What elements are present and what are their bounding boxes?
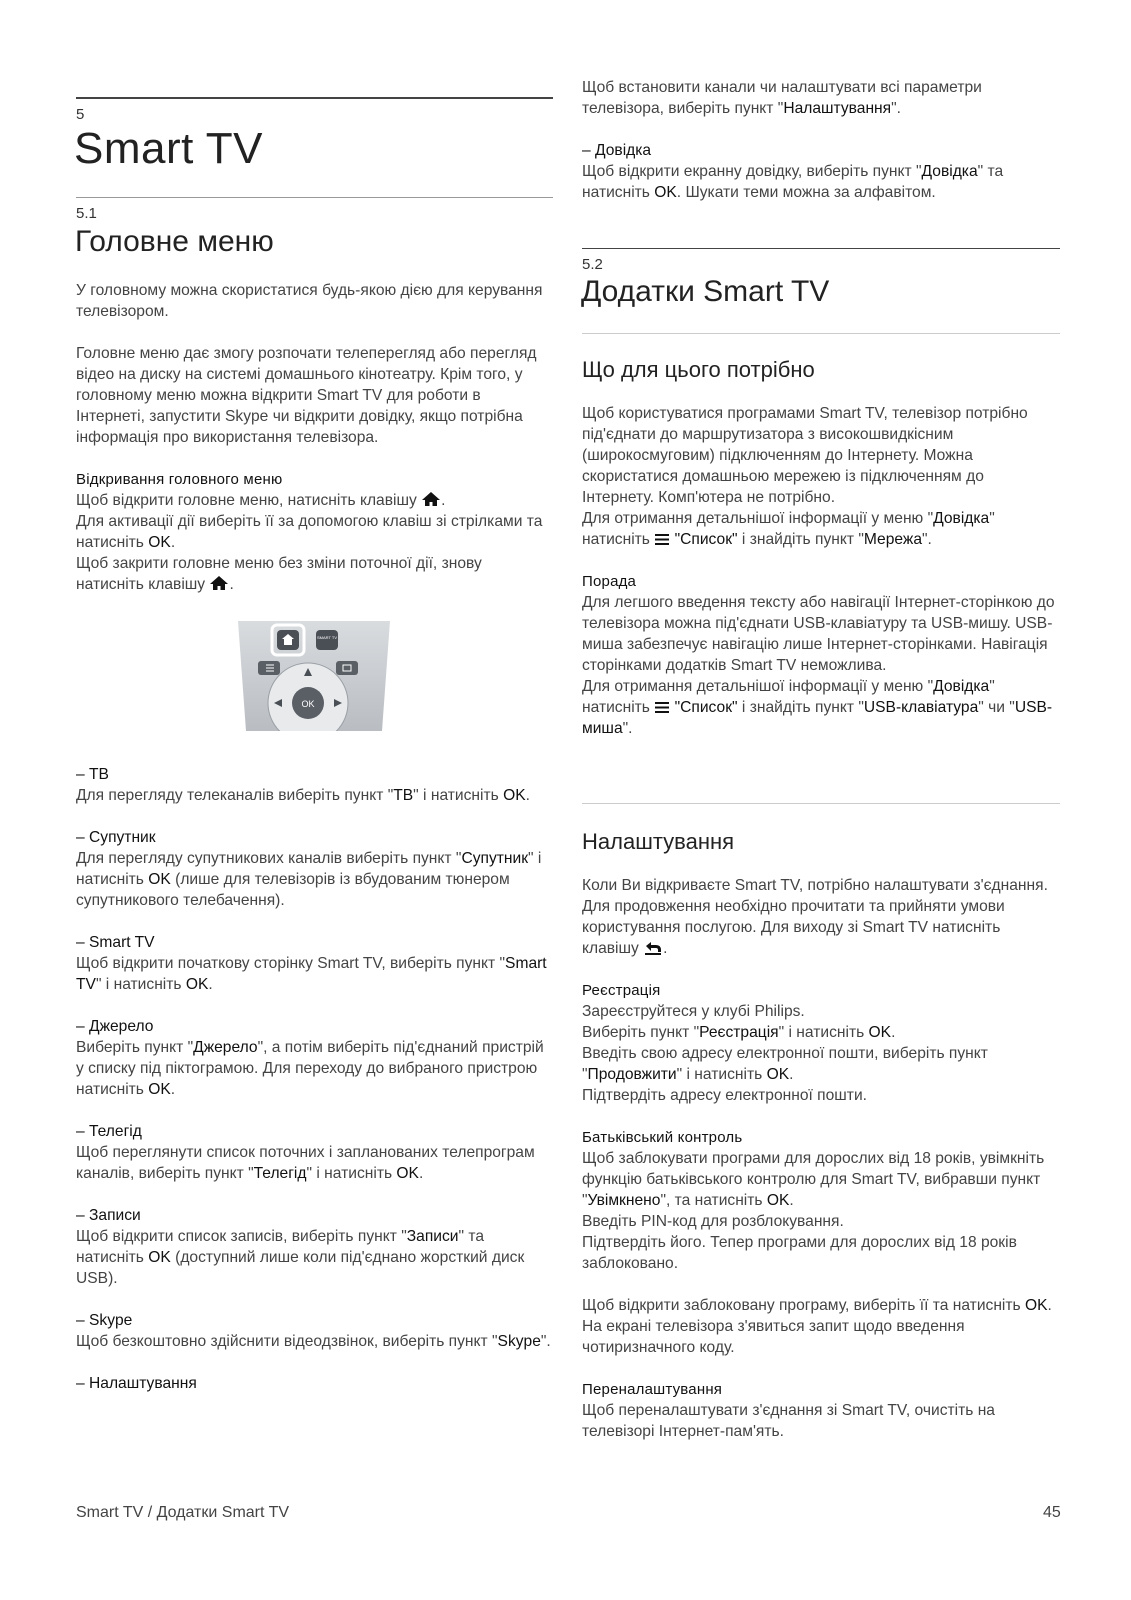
chapter-number: 5: [76, 106, 85, 123]
chapter-rule: [76, 97, 553, 99]
settings-text: Щоб встановити канали чи налаштувати всі параметри телевізора, виберіть пункт "Налаштування".: [582, 79, 982, 117]
tip-paragraph: Для легшого введення тексту або навігації Інтернет-сторінкою до телевізора можна під'єднати USB-клавіатуру та USB-мишу. USB-миша забезпечує навігацію лише Інтернет-сторінками. Навігація сторінками додатків Smart TV неможлива.: [582, 594, 1055, 674]
open-line-1: Щоб відкрити головне меню, натисніть клавішу: [76, 492, 417, 509]
help-text: Щоб відкрити екранну довідку, виберіть пункт "Довідка" та натисніть OK. Шукати теми можна за алфавітом.: [582, 163, 1004, 201]
parental-open-text: Щоб відкрити заблоковану програму, виберіть її та натисніть OK. На екрані телевізора з'явиться запит щодо введення чотиризначного коду.: [582, 1297, 1052, 1356]
item-title: – Skype: [76, 1312, 133, 1329]
setup-rule: [582, 803, 1060, 804]
footer-breadcrumb: Smart TV / Додатки Smart TV: [76, 1504, 290, 1521]
item-text: Щоб переглянути список поточних і запланованих телепрограм каналів, виберіть пункт "Телегід" і натисніть OK.: [76, 1144, 535, 1182]
section2-rule: [582, 248, 1060, 249]
item-recordings: [76, 1205, 553, 1289]
section-title: Головне меню: [75, 225, 274, 258]
help-title: – Довідка: [582, 142, 652, 159]
item-title: – Телегід: [76, 1123, 142, 1140]
item-title: – Супутник: [76, 829, 156, 846]
item-skype: [76, 1310, 553, 1352]
tip-heading: Порада: [582, 573, 637, 590]
open-line-3: Щоб закрити головне меню без зміни поточної дії, знову натисніть клавішу: [76, 555, 482, 593]
tip-more-info: Для отримання детальнішої інформації у меню "Довідка" натисніть "Список" і знайдіть пункт "USB-клавіатура" чи "USB-миша".: [582, 678, 1053, 737]
need-body: [582, 403, 1060, 739]
item-tv: [76, 764, 553, 806]
setup-title: Налаштування: [582, 829, 735, 854]
item-text: Для перегляду телеканалів виберіть пункт "ТВ" і натисніть OK.: [76, 787, 530, 804]
setup-paragraph: Коли Ви відкриваєте Smart TV, потрібно налаштувати з'єднання. Для продовження необхідно прочитати та прийняти умови користування послугою. Для виходу зі Smart TV натисніть клавішу .: [582, 877, 1048, 957]
item-title: – Джерело: [76, 1018, 154, 1035]
home-icon: [421, 491, 441, 507]
item-text: Щоб відкрити початкову сторінку Smart TV, виберіть пункт "Smart TV" і натисніть OK.: [76, 955, 547, 993]
parental-text: Щоб заблокувати програми для дорослих від 18 років, увімкніть функцію батьківського контролю для Smart TV, вибравши пункт "Увімкнено", та натисніть OK. Введіть PIN-код для розблокування. Підтвердіть його. Тепер програми для дорослих від 18 років заблоковано.: [582, 1150, 1045, 1272]
item-text: Виберіть пункт "Джерело", а потім виберіть під'єднаний пристрій у списку під піктограмою. Для переходу до вибраного пристрою натисніть OK.: [76, 1039, 544, 1098]
item-settings-title: – Налаштування: [76, 1375, 197, 1392]
setup-body: [582, 875, 1060, 1442]
item-smart-tv: [76, 932, 553, 995]
item-text: Для перегляду супутникових каналів виберіть пункт "Супутник" і натисніть OK (лише для телевізорів із вбудованим тюнером супутникового телебачення).: [76, 850, 542, 909]
left-body: [76, 280, 553, 595]
open-line-2: Для активації дії виберіть її за допомогою клавіш зі стрілками та натисніть: [76, 513, 543, 551]
item-title: – Smart TV: [76, 934, 155, 951]
intro-paragraph: У головному можна скористатися будь-якою дією для керування телевізором.: [76, 282, 543, 320]
section2-title: Додатки Smart TV: [581, 275, 830, 308]
section2-number: 5.2: [582, 256, 603, 273]
parental-heading: Батьківський контроль: [582, 1129, 743, 1146]
item-title: – Записи: [76, 1207, 141, 1224]
back-icon: [643, 941, 663, 955]
registration-text: Зареєструйтеся у клубі Philips. Виберіть пункт "Реєстрація" і натисніть OK. Введіть свою адресу електронної пошти, виберіть пункт "Продовжити" і натисніть OK. Підтвердіть адресу електронної пошти.: [582, 1003, 988, 1104]
registration-heading: Реєстрація: [582, 982, 661, 999]
item-satellite: [76, 827, 553, 911]
page-number: 45: [1043, 1504, 1061, 1521]
need-paragraph: Щоб користуватися програмами Smart TV, телевізор потрібно під'єднати до маршрутизатора з високошвидкісним (широкосмуговим) підключенням до Інтернету. Можна скористатися домашньою мережею із підключенням до Інтернету. Комп'ютера не потрібно.: [582, 405, 1028, 506]
subsection-rule: [582, 333, 1060, 334]
right-top: [582, 77, 1060, 203]
chapter-title: Smart TV: [74, 124, 264, 173]
need-title: Що для цього потрібно: [582, 357, 815, 382]
list-icon: [654, 533, 670, 546]
item-source: [76, 1016, 553, 1100]
item-title: – ТВ: [76, 766, 109, 783]
open-menu-heading: Відкривання головного меню: [76, 471, 283, 488]
item-tv-guide: [76, 1121, 553, 1184]
home-icon: [209, 575, 229, 591]
ok-key: OK: [148, 534, 171, 551]
menu-items-list: [76, 764, 553, 1394]
section-rule: [76, 197, 553, 198]
section-number: 5.1: [76, 205, 97, 222]
open-menu-text: Щоб відкрити головне меню, натисніть клавішу . Для активації дії виберіть її за допомогою клавіш зі стрілками та натисніть OK. Щоб закрити головне меню без зміни поточної дії, знову натисніть клавішу .: [76, 492, 543, 593]
item-text: Щоб відкрити список записів, виберіть пункт "Записи" та натисніть OK (доступний лише коли під'єднано жорсткий диск USB).: [76, 1228, 525, 1287]
reset-heading: Переналаштування: [582, 1381, 723, 1398]
item-text: Щоб безкоштовно здійснити відеодзвінок, виберіть пункт "Skype".: [76, 1333, 551, 1350]
need-more-info: Для отримання детальнішої інформації у меню "Довідка" натисніть "Список" і знайдіть пункт "Мережа".: [582, 510, 995, 548]
reset-text: Щоб переналаштувати з'єднання зі Smart TV, очистіть на телевізорі Інтернет-пам'ять.: [582, 1402, 995, 1440]
list-icon: [654, 701, 670, 714]
remote-illustration: [232, 621, 396, 731]
description-paragraph: Головне меню дає змогу розпочати телеперегляд або перегляд відео на диску на системі домашнього кінотеатру. Крім того, у головному меню можна відкрити Smart TV для роботи в Інтернеті, запустити Skype чи відкрити довідку, якщо потрібна інформація про використання телевізора.: [76, 345, 537, 446]
smart-tv-key-label: SMART TV: [316, 635, 338, 640]
remote-control-image: [232, 621, 396, 731]
ok-key-label: OK: [301, 699, 315, 709]
